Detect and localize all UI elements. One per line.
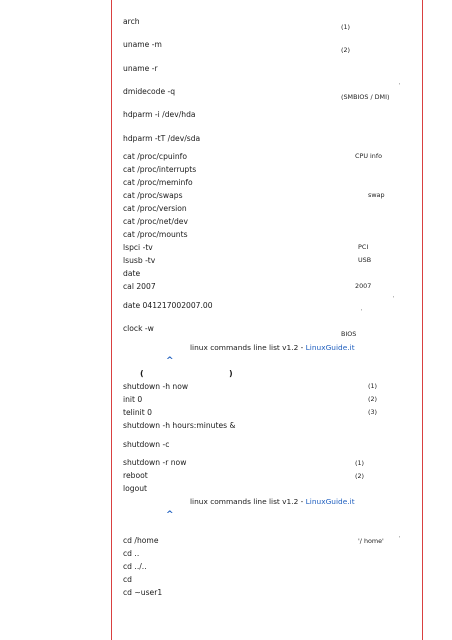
command-description: (SMBIOS / DMI)	[341, 93, 390, 101]
command-text: init 0	[123, 395, 143, 404]
command-text: logout	[123, 484, 148, 493]
command-description: (3)	[368, 408, 378, 416]
right-margin-line	[422, 0, 423, 640]
command-text: cat /proc/interrupts	[123, 165, 197, 174]
command-description: USB	[358, 256, 372, 264]
command-text: reboot	[123, 471, 148, 480]
command-text: shutdown -c	[123, 440, 170, 449]
footer-link[interactable]: LinuxGuide.it	[305, 343, 355, 352]
command-text: telinit 0	[123, 408, 153, 417]
footer-line	[190, 343, 355, 352]
command-description: (2)	[341, 46, 351, 54]
command-description: (1)	[368, 382, 378, 390]
tick-mark: '	[393, 296, 395, 302]
command-text: shutdown -r now	[123, 458, 187, 467]
command-text: lsusb -tv	[123, 256, 156, 265]
command-description: BIOS	[341, 330, 357, 338]
footer-line	[190, 497, 355, 506]
footer-text: linux commands line list v1.2 -	[190, 497, 306, 506]
command-text: cd ..	[123, 549, 140, 558]
command-description: '/ home'	[358, 537, 384, 545]
command-text: uname -m	[123, 40, 162, 49]
command-text: cd ~user1	[123, 588, 163, 597]
open-paren: (	[140, 369, 144, 378]
command-text: arch	[123, 17, 140, 26]
command-description: CPU info	[355, 152, 383, 160]
command-text: cat /proc/swaps	[123, 191, 183, 200]
caret-up-icon[interactable]: ^	[166, 356, 174, 366]
command-text: lspci -tv	[123, 243, 153, 252]
command-text: cat /proc/mounts	[123, 230, 188, 239]
command-description: 2007	[355, 282, 372, 290]
command-text: cat /proc/version	[123, 204, 187, 213]
command-text: cd ../..	[123, 562, 147, 571]
command-description: (1)	[355, 459, 365, 467]
caret-up-icon[interactable]: ^	[166, 510, 174, 520]
left-margin-line	[111, 0, 112, 640]
command-description: (2)	[355, 472, 365, 480]
command-text: cd	[123, 575, 132, 584]
command-text: cat /proc/meminfo	[123, 178, 193, 187]
command-description: (1)	[341, 23, 351, 31]
tick-mark: '	[399, 536, 401, 542]
command-text: hdparm -tT /dev/sda	[123, 134, 201, 143]
command-text: uname -r	[123, 64, 158, 73]
command-text: shutdown -h now	[123, 382, 189, 391]
close-paren: )	[229, 369, 233, 378]
command-text: clock -w	[123, 324, 154, 333]
command-text: cal 2007	[123, 282, 156, 291]
command-text: cat /proc/cpuinfo	[123, 152, 187, 161]
command-description: (2)	[368, 395, 378, 403]
command-text: cd /home	[123, 536, 159, 545]
command-text: hdparm -i /dev/hda	[123, 110, 196, 119]
command-text: date	[123, 269, 141, 278]
command-text: shutdown -h hours:minutes &	[123, 421, 236, 430]
tick-mark: '	[361, 309, 363, 315]
command-text: cat /proc/net/dev	[123, 217, 188, 226]
footer-text: linux commands line list v1.2 -	[190, 343, 306, 352]
command-text: date 041217002007.00	[123, 301, 213, 310]
command-description: PCI	[358, 243, 369, 251]
command-description: swap	[368, 191, 385, 199]
footer-link[interactable]: LinuxGuide.it	[305, 497, 355, 506]
tick-mark: '	[399, 83, 401, 89]
command-text: dmidecode -q	[123, 87, 176, 96]
